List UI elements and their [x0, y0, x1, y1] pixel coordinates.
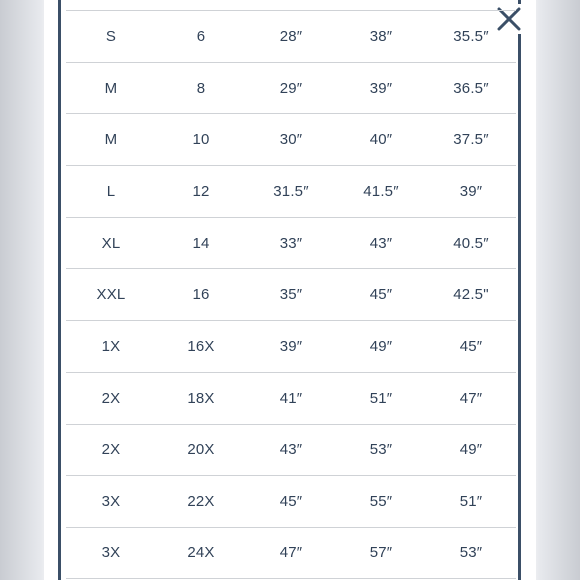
table-row: [66, 527, 516, 579]
table-row: [66, 320, 516, 372]
measurement-cell: 39″: [369, 79, 393, 97]
measurement-cell: 28″: [279, 27, 303, 45]
measurement-cell: 45″: [459, 337, 483, 355]
size-cell: M: [104, 131, 118, 149]
measurement-cell: 41.5″: [363, 182, 399, 200]
measurement-cell: 45″: [279, 493, 303, 511]
table-row: [66, 372, 516, 424]
measurement-cell: 39″: [459, 182, 483, 200]
size-cell: L: [106, 182, 116, 200]
measurement-cell: 31.5″: [273, 182, 309, 200]
measurement-cell: 38″: [369, 27, 393, 45]
table-row: [66, 113, 516, 165]
size-cell: M: [104, 79, 118, 97]
number-size-cell: 16: [192, 286, 210, 304]
size-cell: S: [105, 27, 117, 45]
table-row: [66, 217, 516, 269]
number-size-cell: 8: [196, 79, 206, 97]
number-size-cell: 20X: [187, 441, 215, 459]
measurement-cell: 49″: [369, 337, 393, 355]
measurement-cell: 40″: [369, 131, 393, 149]
size-cell: 3X: [101, 544, 121, 562]
measurement-cell: 57″: [369, 544, 393, 562]
number-size-cell: 14: [192, 234, 210, 252]
number-size-cell: 16X: [187, 337, 215, 355]
measurement-cell: 39″: [279, 337, 303, 355]
size-cell: 3X: [101, 493, 121, 511]
measurement-cell: 37.5″: [453, 131, 489, 149]
table-row: [66, 62, 516, 114]
number-size-cell: 18X: [187, 389, 215, 407]
measurement-cell: 55″: [369, 493, 393, 511]
measurement-cell: 35″: [279, 286, 303, 304]
measurement-cell: 41″: [279, 389, 303, 407]
measurement-cell: 53″: [369, 441, 393, 459]
number-size-cell: 12: [192, 182, 210, 200]
measurement-cell: 51″: [369, 389, 393, 407]
size-table: [66, 10, 516, 579]
table-row: [66, 475, 516, 527]
table-row: [66, 10, 516, 62]
table-row: [66, 165, 516, 217]
measurement-cell: 47″: [459, 389, 483, 407]
measurement-cell: 33″: [279, 234, 303, 252]
measurement-cell: 47″: [279, 544, 303, 562]
number-size-cell: 6: [196, 27, 206, 45]
number-size-cell: 22X: [187, 493, 215, 511]
measurement-cell: 49″: [459, 441, 483, 459]
size-cell: XL: [101, 234, 121, 252]
size-cell: XXL: [96, 286, 126, 304]
measurement-cell: 30″: [279, 131, 303, 149]
size-cell: 2X: [101, 441, 121, 459]
table-row: [66, 268, 516, 320]
size-cell: 1X: [101, 337, 121, 355]
measurement-cell: 40.5″: [453, 234, 489, 252]
measurement-cell: 29″: [279, 79, 303, 97]
number-size-cell: 10: [192, 131, 210, 149]
number-size-cell: 24X: [187, 544, 215, 562]
measurement-cell: 42.5": [453, 286, 489, 304]
measurement-cell: 43″: [369, 234, 393, 252]
measurement-cell: 43″: [279, 441, 303, 459]
measurement-cell: 51″: [459, 493, 483, 511]
measurement-cell: 36.5″: [453, 79, 489, 97]
measurement-cell: 53″: [459, 544, 483, 562]
size-cell: 2X: [101, 389, 121, 407]
measurement-cell: 45″: [369, 286, 393, 304]
table-row: [66, 424, 516, 476]
measurement-cell: 35.5″: [453, 27, 489, 45]
